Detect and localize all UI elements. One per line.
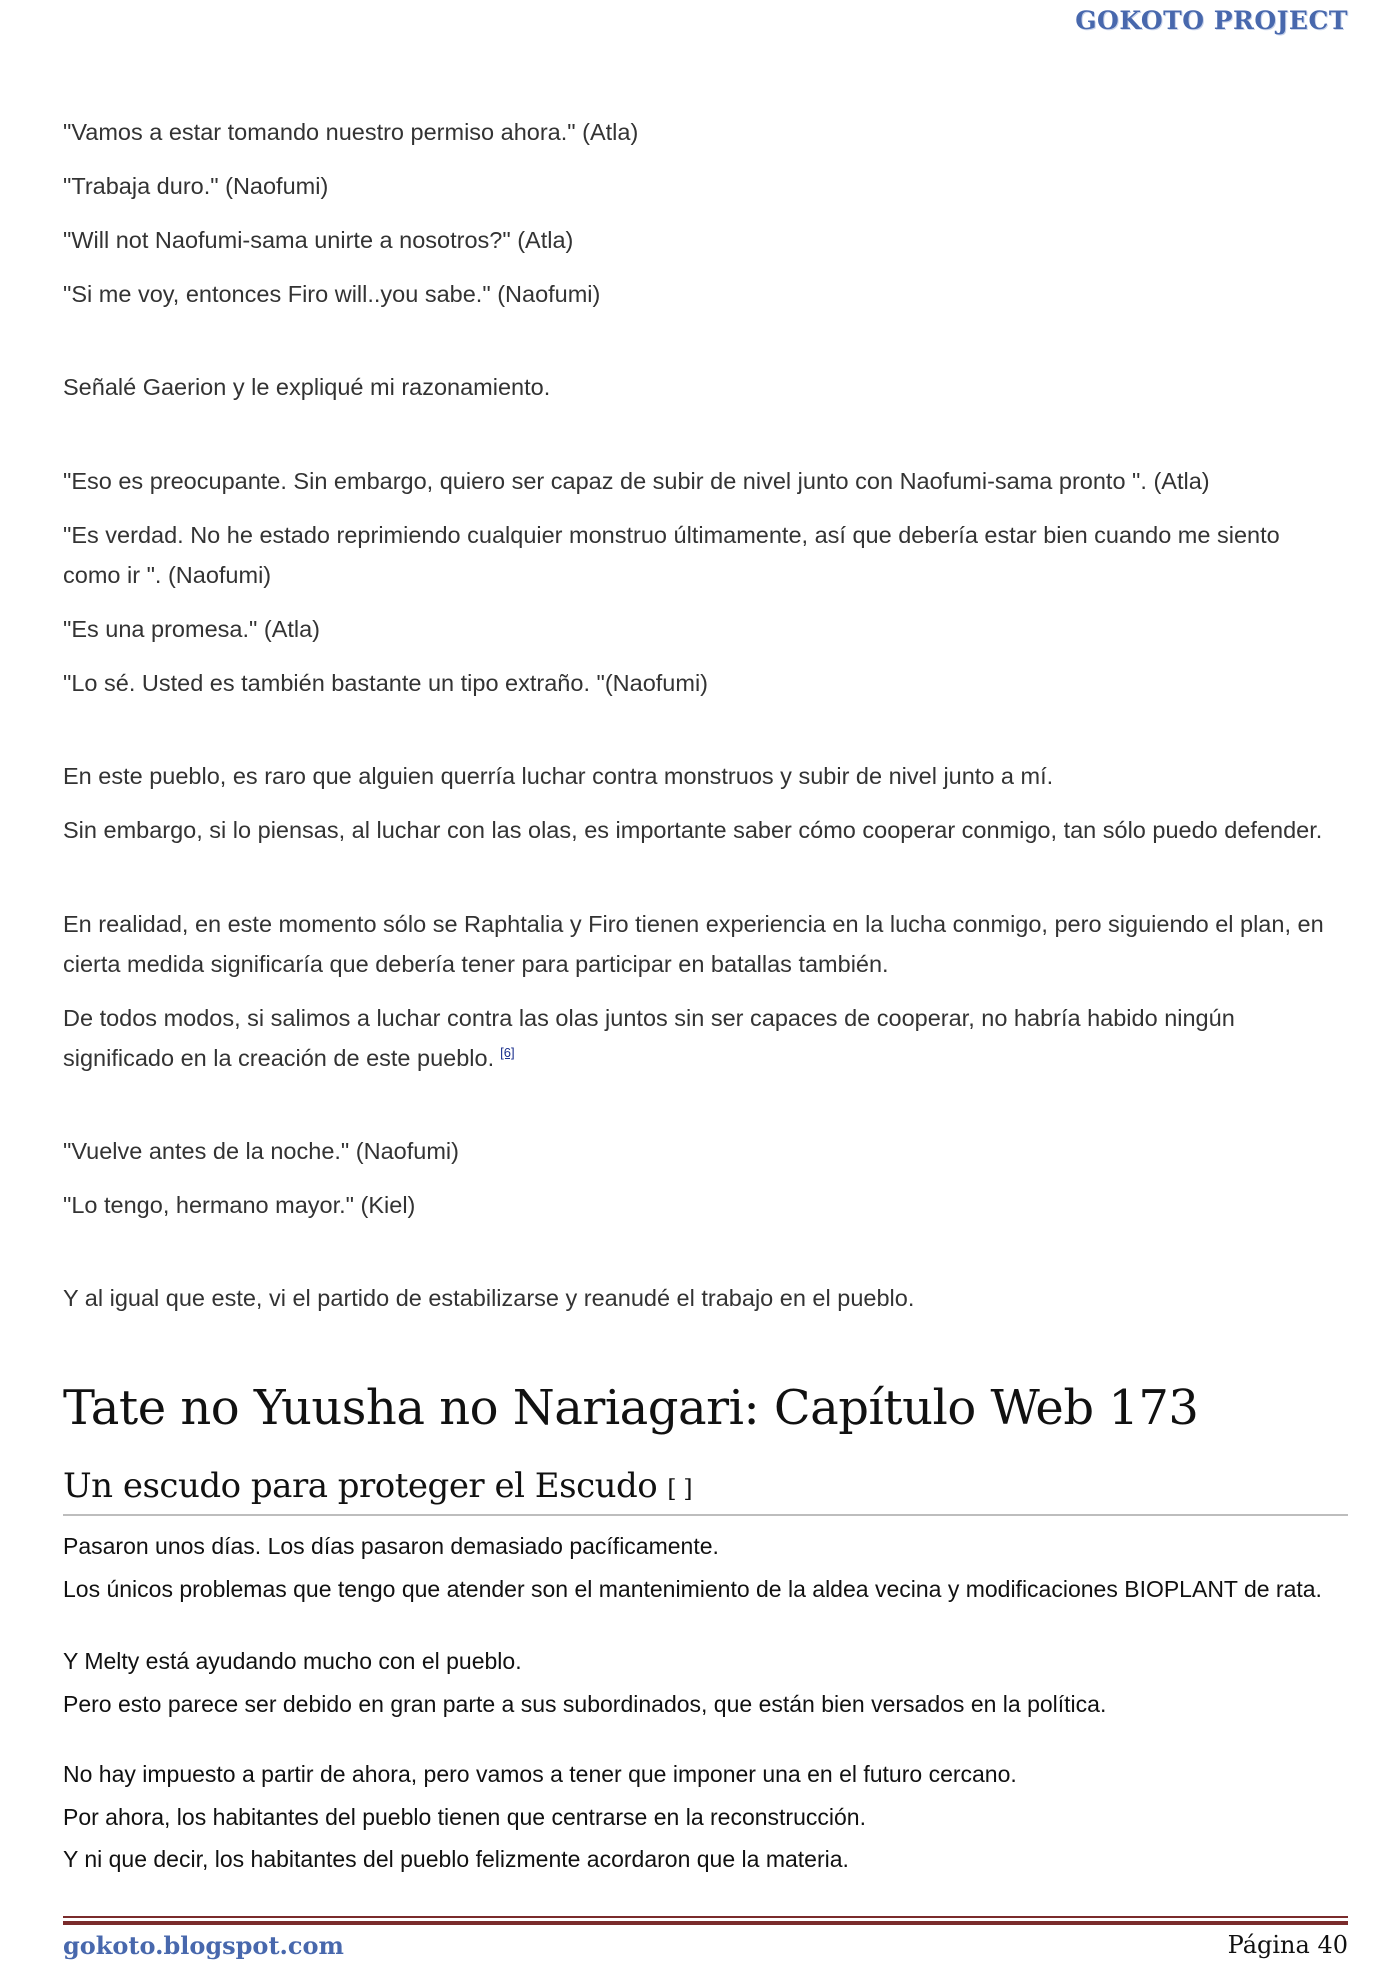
footer-divider <box>63 1916 1348 1918</box>
paragraph: "Vamos a estar tomando nuestro permiso ahora." (Atla) <box>63 119 639 145</box>
paragraph-with-footnote <box>63 998 1333 1078</box>
paragraph: Sin embargo, si lo piensas, al luchar con las olas, es importante saber cómo cooperar conmigo, tan sólo puedo defender. <box>63 817 1323 843</box>
paragraph: No hay impuesto a partir de ahora, pero vamos a tener que imponer una en el futuro cercano. <box>63 1761 1017 1787</box>
paragraph: "Si me voy, entonces Firo will..you sabe." (Naofumi) <box>63 281 601 307</box>
chapter-subtitle-text: Un escudo para proteger el Escudo <box>63 1466 658 1506</box>
paragraph: En realidad, en este momento sólo se Raphtalia y Firo tienen experiencia en la lucha conmigo, pero siguiendo el plan, en cierta medida significaría que debería tener para participar en batallas también. <box>63 911 1324 977</box>
paragraph: Y al igual que este, vi el partido de estabilizarse y reanudé el trabajo en el pueblo. <box>63 1285 915 1311</box>
paragraph: Pasaron unos días. Los días pasaron demasiado pacíficamente. <box>63 1533 719 1559</box>
paragraph: Por ahora, los habitantes del pueblo tienen que centrarse en la reconstrucción. <box>63 1804 866 1830</box>
paragraph: Y ni que decir, los habitantes del pueblo felizmente acordaron que la materia. <box>63 1846 849 1872</box>
paragraph: Los únicos problemas que tengo que atender son el mantenimiento de la aldea vecina y modificaciones BIOPLANT de rata. <box>63 1576 1322 1602</box>
footer-divider-thick <box>63 1921 1348 1925</box>
paragraph: Y Melty está ayudando mucho con el pueblo. <box>63 1648 522 1674</box>
subtitle-divider <box>63 1514 1348 1516</box>
paragraph: "Vuelve antes de la noche." (Naofumi) <box>63 1138 459 1164</box>
chapter-subtitle <box>63 1464 692 1511</box>
footnote-link[interactable]: [6] <box>500 1045 515 1061</box>
paragraph: "Es verdad. No he estado reprimiendo cualquier monstruo últimamente, así que debería estar bien cuando me siento como ir ". (Naofumi) <box>63 522 1280 588</box>
footer-site-link[interactable]: gokoto.blogspot.com <box>63 1931 344 1960</box>
header-brand: GOKOTO PROJECT <box>1075 6 1348 35</box>
chapter-title: Tate no Yuusha no Nariagari: Capítulo Web 173 <box>63 1380 1199 1436</box>
paragraph-text: De todos modos, si salimos a luchar contra las olas juntos sin ser capaces de cooperar, no habría habido ningún significado en la creación de este pueblo. <box>63 1005 1235 1071</box>
paragraph: "Es una promesa." (Atla) <box>63 616 321 642</box>
edit-section-link[interactable]: [ ] <box>667 1475 693 1503</box>
paragraph: En este pueblo, es raro que alguien querría luchar contra monstruos y subir de nivel junto a mí. <box>63 763 1054 789</box>
paragraph: "Trabaja duro." (Naofumi) <box>63 173 329 199</box>
paragraph: Señalé Gaerion y le expliqué mi razonamiento. <box>63 374 551 400</box>
paragraph: "Lo sé. Usted es también bastante un tipo extraño. "(Naofumi) <box>63 670 708 696</box>
page-number: Página 40 <box>1227 1931 1348 1959</box>
paragraph: Pero esto parece ser debido en gran parte a sus subordinados, que están bien versados en la política. <box>63 1691 1107 1717</box>
paragraph: "Lo tengo, hermano mayor." (Kiel) <box>63 1192 416 1218</box>
paragraph: "Eso es preocupante. Sin embargo, quiero ser capaz de subir de nivel junto con Naofumi-sama pronto ". (Atla) <box>63 468 1210 494</box>
paragraph: "Will not Naofumi-sama unirte a nosotros?" (Atla) <box>63 227 574 253</box>
